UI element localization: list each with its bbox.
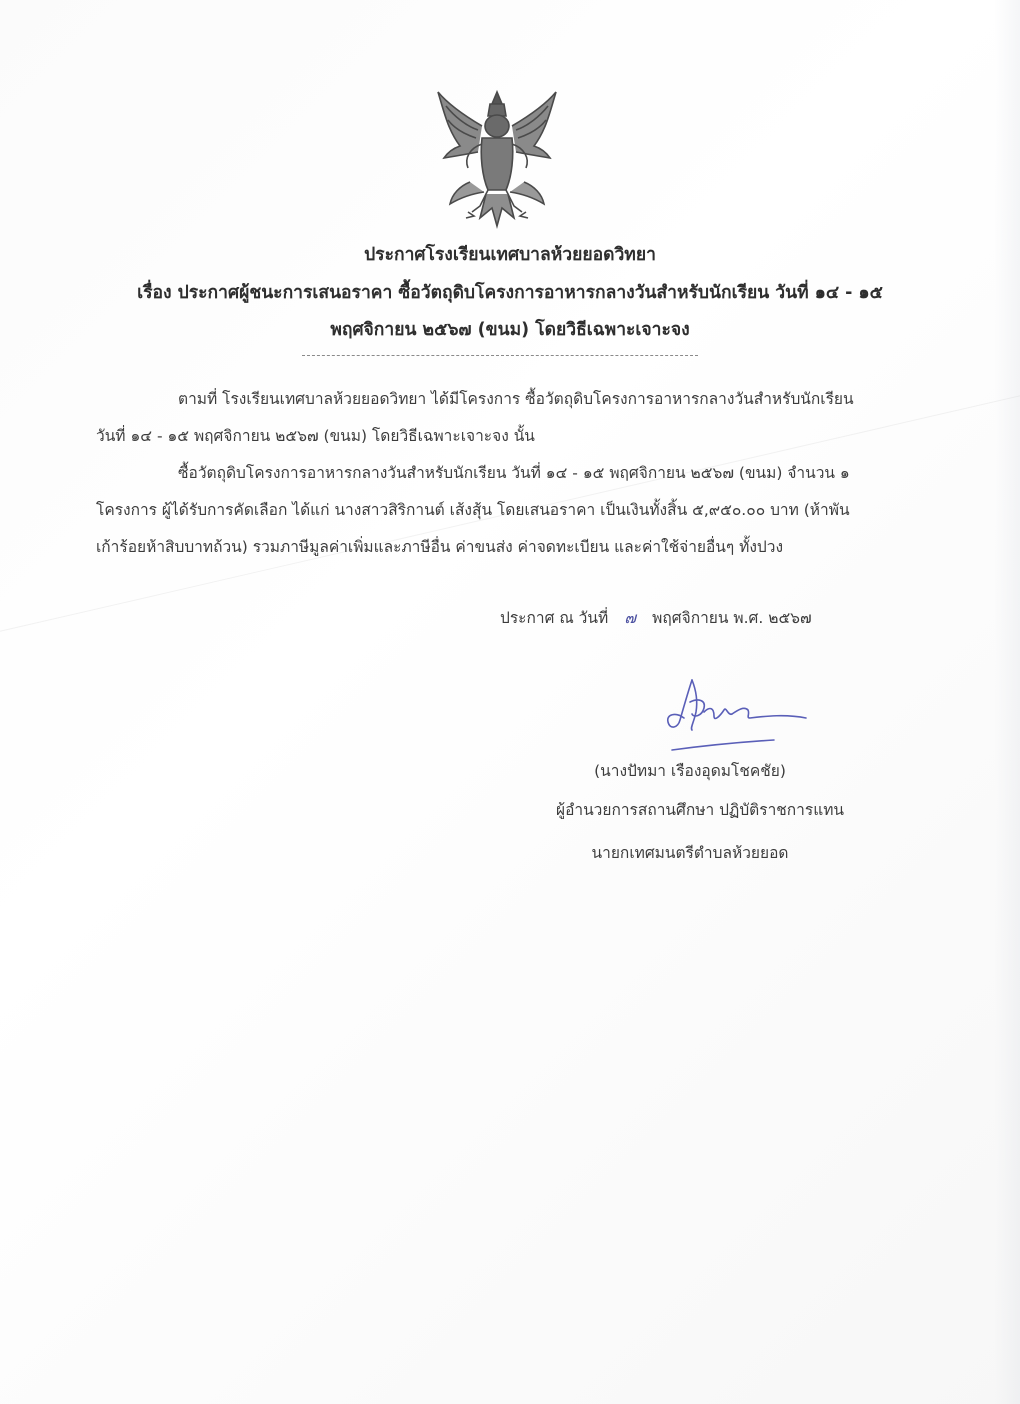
handwritten-day: ๗ [624, 609, 636, 627]
paragraph-1-line-2: วันที่ ๑๔ - ๑๕ พฤศจิกายน ๒๕๖๗ (ขนม) โดยวิธีเฉพาะเจาะจง นั้น [96, 427, 535, 445]
announcement-title: ประกาศโรงเรียนเทศบาลห้วยยอดวิทยา [364, 245, 656, 265]
date-month-year: พฤศจิกายน พ.ศ. ๒๕๖๗ [652, 609, 812, 627]
handwritten-signature [662, 672, 812, 758]
subject-line-2: พฤศจิกายน ๒๕๖๗ (ขนม) โดยวิธีเฉพาะเจาะจง [330, 320, 690, 340]
date-prefix: ประกาศ ณ วันที่ [500, 609, 609, 627]
paragraph-2-line-3: เก้าร้อยห้าสิบบาทถ้วน) รวมภาษีมูลค่าเพิ่มและภาษีอื่น ค่าขนส่ง ค่าจดทะเบียน และค่าใช้จ่ายอื่นๆ ทั้งปวง [96, 538, 784, 556]
subject-line-1: เรื่อง ประกาศผู้ชนะการเสนอราคา ซื้อวัตถุดิบโครงการอาหารกลางวันสำหรับนักเรียน วันที่ ๑๔ - ๑๕ [137, 283, 883, 303]
dashed-separator [302, 355, 698, 356]
scan-edge-shadow [994, 0, 1020, 1404]
signer-position-1: ผู้อำนวยการสถานศึกษา ปฏิบัติราชการแทน [555, 801, 845, 819]
announcement-date [500, 605, 812, 630]
garuda-emblem-icon [430, 86, 564, 230]
signer-position-2: นายกเทศมนตรีตำบลห้วยยอด [591, 844, 789, 862]
paragraph-2-line-1: ซื้อวัตถุดิบโครงการอาหารกลางวันสำหรับนักเรียน วันที่ ๑๔ - ๑๕ พฤศจิกายน ๒๕๖๗ (ขนม) จำนวน ๑ [178, 464, 850, 482]
paragraph-1-line-1: ตามที่ โรงเรียนเทศบาลห้วยยอดวิทยา ได้มีโครงการ ซื้อวัตถุดิบโครงการอาหารกลางวันสำหรับนักเรียน [178, 390, 854, 408]
signer-name: (นางปัทมา เรืองอุดมโชคชัย) [594, 762, 786, 780]
paragraph-2-line-2: โครงการ ผู้ได้รับการคัดเลือก ได้แก่ นางสาวสิริกานต์ เส้งสุ้น โดยเสนอราคา เป็นเงินทั้งสิ้น ๕,๙๕๐.๐๐ บาท (ห้าพัน [96, 501, 850, 519]
